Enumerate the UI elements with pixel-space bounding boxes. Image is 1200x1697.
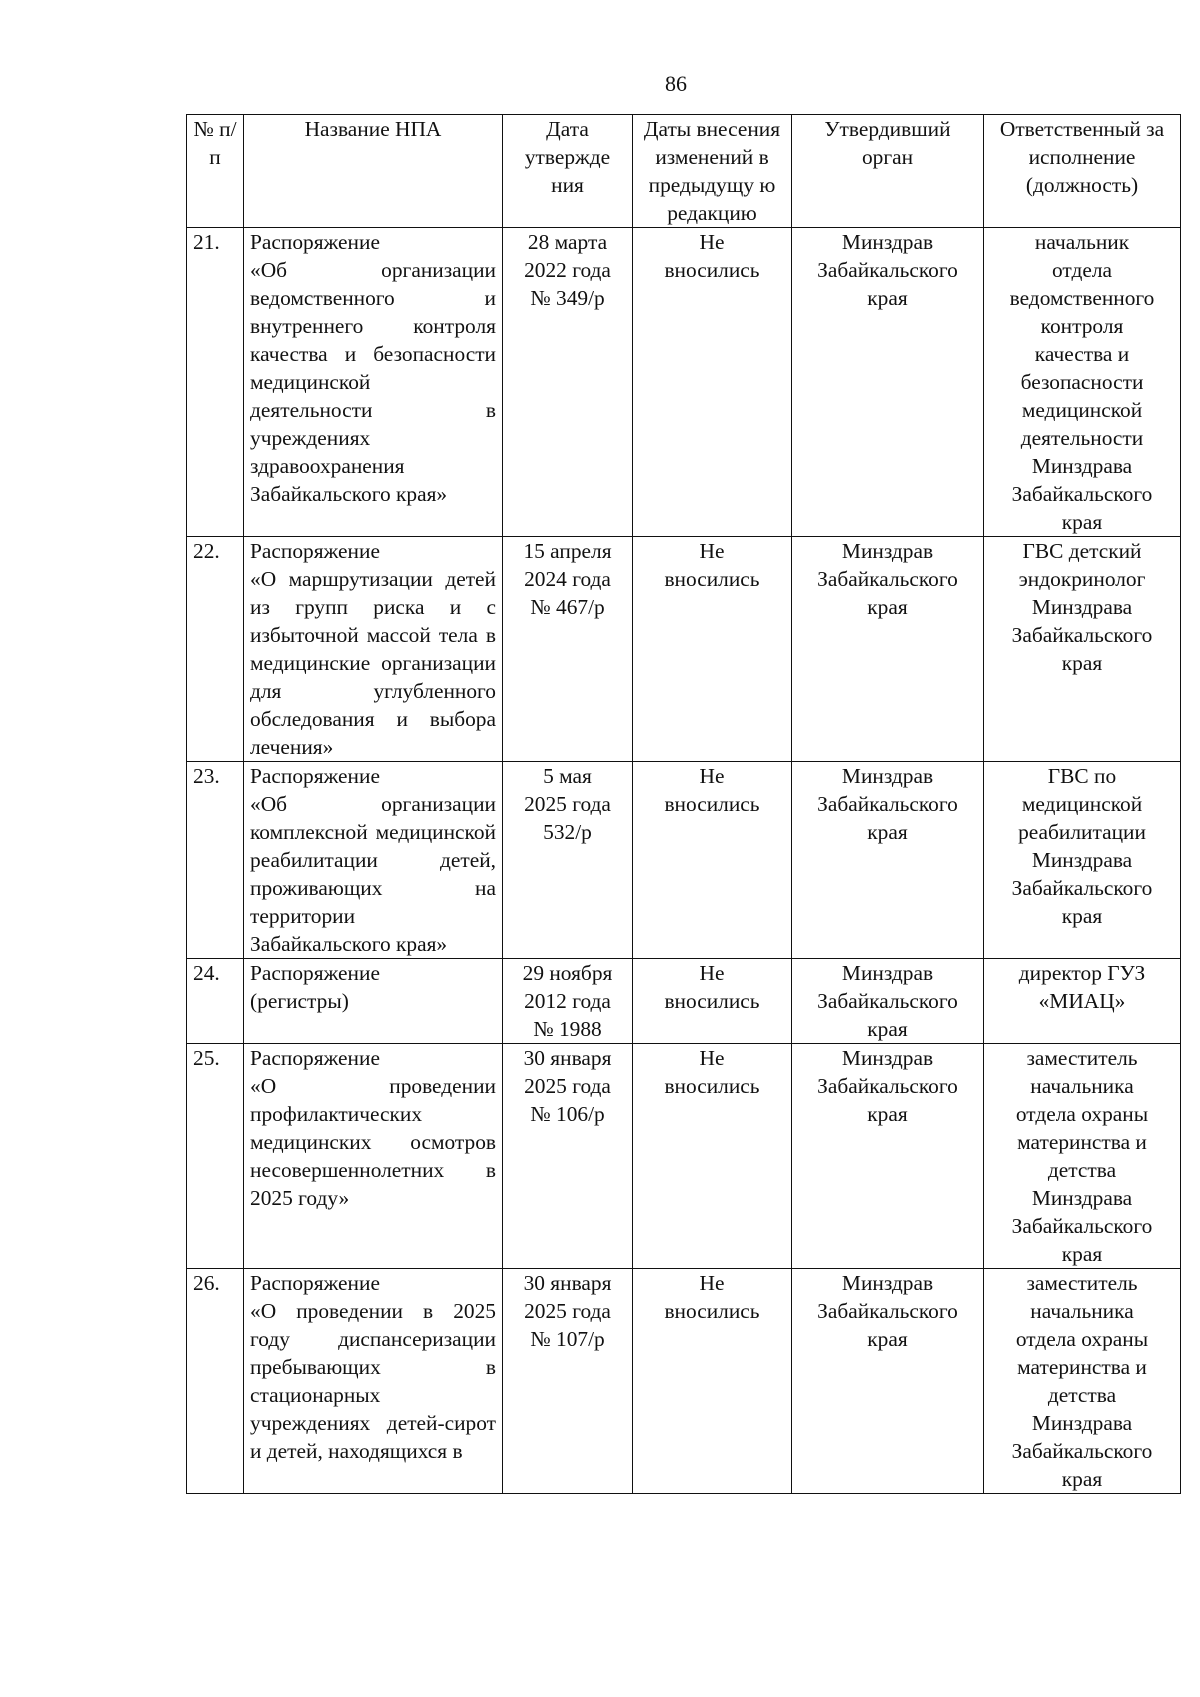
approval-date-line: 5 мая <box>543 764 592 788</box>
changes-cell <box>633 959 792 1044</box>
organ-line: Минздрав <box>841 1271 934 1295</box>
responsible-line: края <box>1061 510 1103 534</box>
organ-line: края <box>867 595 908 619</box>
changes-line: Не <box>699 961 725 985</box>
approval-date-line: 2024 года <box>524 567 611 591</box>
npa-table <box>186 114 1181 1494</box>
responsible-line: контроля <box>1040 314 1124 338</box>
responsible-line: начальника <box>1030 1299 1134 1323</box>
organ-cell <box>792 1044 984 1269</box>
responsible-line: отдела <box>1051 258 1113 282</box>
organ-line: Минздрав <box>841 230 934 254</box>
table-row <box>187 959 1181 1044</box>
responsible-line: заместитель <box>1026 1271 1138 1295</box>
organ-cell <box>792 537 984 762</box>
row-number: 25. <box>187 1044 244 1269</box>
organ-line: Минздрав <box>841 961 934 985</box>
approval-date-line: 532/р <box>543 820 592 844</box>
responsible-cell <box>984 228 1181 537</box>
approval-date-line: 2025 года <box>524 1074 611 1098</box>
responsible-line: отдела охраны <box>1015 1102 1149 1126</box>
approval-date-line: 30 января <box>523 1046 612 1070</box>
npa-title: (регистры) <box>250 989 349 1013</box>
responsible-line: Минздрава <box>1031 848 1133 872</box>
responsible-line: края <box>1061 651 1103 675</box>
responsible-line: заместитель <box>1026 1046 1138 1070</box>
npa-name-cell <box>244 1269 503 1494</box>
responsible-line: Минздрава <box>1031 454 1133 478</box>
responsible-line: материнства и <box>1017 1355 1147 1379</box>
responsible-cell <box>984 762 1181 959</box>
responsible-line: Минздрава <box>1031 595 1133 619</box>
table-row <box>187 537 1181 762</box>
npa-title: «Об организации комплексной медицинской реабилитации детей, проживающих на территории Забайкальского края» <box>250 792 496 956</box>
organ-line: Забайкальского <box>817 567 958 591</box>
responsible-line: Минздрава <box>1031 1186 1133 1210</box>
changes-line: Не <box>699 230 725 254</box>
organ-line: края <box>867 1102 908 1126</box>
organ-line: края <box>867 1017 908 1041</box>
approval-date-line: 29 ноября <box>522 961 613 985</box>
changes-line: вносились <box>664 989 760 1013</box>
approval-date-cell <box>503 537 633 762</box>
responsible-line: начальник <box>1034 230 1130 254</box>
changes-line: вносились <box>664 258 760 282</box>
responsible-line: детства <box>1047 1158 1117 1182</box>
approval-date-cell <box>503 1044 633 1269</box>
changes-cell <box>633 228 792 537</box>
approval-date-cell <box>503 762 633 959</box>
approval-date-line: 2012 года <box>524 989 611 1013</box>
responsible-line: «МИАЦ» <box>1038 989 1126 1013</box>
organ-line: края <box>867 1327 908 1351</box>
npa-name-cell <box>244 762 503 959</box>
changes-line: Не <box>699 1271 725 1295</box>
changes-cell <box>633 1044 792 1269</box>
npa-name-cell <box>244 959 503 1044</box>
page-number: 86 <box>665 71 687 96</box>
responsible-line: материнства и <box>1017 1130 1147 1154</box>
responsible-line: ГВС по <box>1047 764 1117 788</box>
organ-line: Забайкальского <box>817 1074 958 1098</box>
approval-date-line: 2025 года <box>524 792 611 816</box>
npa-type: Распоряжение <box>250 539 380 563</box>
responsible-line: края <box>1061 904 1103 928</box>
approval-date-line: № 106/р <box>530 1102 605 1126</box>
organ-line: Минздрав <box>841 1046 934 1070</box>
changes-line: Не <box>699 1046 725 1070</box>
organ-cell <box>792 228 984 537</box>
changes-line: Не <box>699 539 725 563</box>
responsible-line: эндокринолог <box>1018 567 1146 591</box>
npa-title: «О маршрутизации детей из групп риска и с избыточной массой тела в медицинские организации для углубленного обследования и выбора лечения» <box>250 567 496 759</box>
responsible-line: медицинской <box>1021 792 1143 816</box>
table-row <box>187 762 1181 959</box>
changes-line: вносились <box>664 1299 760 1323</box>
responsible-line: ГВС детский <box>1022 539 1142 563</box>
responsible-line: Забайкальского <box>1011 1439 1153 1463</box>
responsible-line: края <box>1061 1242 1103 1266</box>
responsible-line: отдела охраны <box>1015 1327 1149 1351</box>
approval-date-line: 2022 года <box>524 258 611 282</box>
table-header-row <box>187 115 1181 228</box>
responsible-line: безопасности <box>1020 370 1144 394</box>
npa-type: Распоряжение <box>250 961 380 985</box>
approval-date-line: 2025 года <box>524 1299 611 1323</box>
organ-line: Минздрав <box>841 764 934 788</box>
organ-line: Забайкальского <box>817 792 958 816</box>
table-body <box>187 228 1181 1494</box>
changes-line: Не <box>699 764 725 788</box>
organ-cell <box>792 762 984 959</box>
approval-date-line: № 349/р <box>530 286 605 310</box>
approval-date-line: 30 января <box>523 1271 612 1295</box>
changes-cell <box>633 762 792 959</box>
row-number: 22. <box>187 537 244 762</box>
table-row <box>187 228 1181 537</box>
responsible-line: Забайкальского <box>1011 876 1153 900</box>
responsible-cell <box>984 959 1181 1044</box>
npa-title: «О проведении в 2025 году диспансеризации пребывающих в стационарных учреждениях детей-сирот и детей, находящихся в <box>250 1299 496 1463</box>
npa-type: Распоряжение <box>250 764 380 788</box>
changes-line: вносились <box>664 792 760 816</box>
row-number: 26. <box>187 1269 244 1494</box>
npa-type: Распоряжение <box>250 1271 380 1295</box>
approval-date-cell <box>503 959 633 1044</box>
approval-date-line: № 467/р <box>530 595 605 619</box>
responsible-line: Забайкальского <box>1011 623 1153 647</box>
responsible-line: деятельности <box>1020 426 1144 450</box>
responsible-line: Забайкальского <box>1011 1214 1153 1238</box>
npa-type: Распоряжение <box>250 1046 380 1070</box>
row-number: 24. <box>187 959 244 1044</box>
approval-date-line: 28 марта <box>527 230 608 254</box>
approval-date-line: 15 апреля <box>523 539 612 563</box>
organ-line: Забайкальского <box>817 258 958 282</box>
organ-line: Минздрав <box>841 539 934 563</box>
responsible-line: Забайкальского <box>1011 482 1153 506</box>
organ-line: края <box>867 286 908 310</box>
header-num: № п/п <box>187 115 244 228</box>
approval-date-line: № 1988 <box>533 1017 602 1041</box>
responsible-line: края <box>1061 1467 1103 1491</box>
responsible-cell <box>984 537 1181 762</box>
npa-name-cell <box>244 228 503 537</box>
approval-date-cell <box>503 228 633 537</box>
header-responsible: Ответственный за исполнение (должность) <box>984 115 1181 228</box>
responsible-line: медицинской <box>1021 398 1143 422</box>
header-name: Название НПА <box>244 115 503 228</box>
header-organ: Утвердивший орган <box>792 115 984 228</box>
header-date: Дата утвержде ния <box>503 115 633 228</box>
organ-cell <box>792 1269 984 1494</box>
changes-cell <box>633 1269 792 1494</box>
table-row <box>187 1269 1181 1494</box>
table-row <box>187 1044 1181 1269</box>
npa-type: Распоряжение <box>250 230 380 254</box>
npa-title: «Об организации ведомственного и внутреннего контроля качества и безопасности медицинской деятельности в учреждениях здравоохранения Забайкальского края» <box>250 258 496 506</box>
responsible-line: качества и <box>1034 342 1130 366</box>
approval-date-cell <box>503 1269 633 1494</box>
responsible-line: ведомственного <box>1009 286 1155 310</box>
changes-line: вносились <box>664 1074 760 1098</box>
npa-name-cell <box>244 537 503 762</box>
organ-cell <box>792 959 984 1044</box>
organ-line: края <box>867 820 908 844</box>
header-changes: Даты внесения изменений в предыдущу ю редакцию <box>633 115 792 228</box>
organ-line: Забайкальского <box>817 1299 958 1323</box>
responsible-cell <box>984 1269 1181 1494</box>
organ-line: Забайкальского <box>817 989 958 1013</box>
changes-line: вносились <box>664 567 760 591</box>
responsible-line: директор ГУЗ <box>1018 961 1146 985</box>
responsible-line: реабилитации <box>1018 820 1146 844</box>
responsible-line: начальника <box>1030 1074 1134 1098</box>
npa-name-cell <box>244 1044 503 1269</box>
responsible-cell <box>984 1044 1181 1269</box>
responsible-line: Минздрава <box>1031 1411 1133 1435</box>
responsible-line: детства <box>1047 1383 1117 1407</box>
row-number: 21. <box>187 228 244 537</box>
npa-title: «О проведении профилактических медицинских осмотров несовершеннолетних в 2025 году» <box>250 1074 496 1210</box>
changes-cell <box>633 537 792 762</box>
approval-date-line: № 107/р <box>530 1327 605 1351</box>
row-number: 23. <box>187 762 244 959</box>
